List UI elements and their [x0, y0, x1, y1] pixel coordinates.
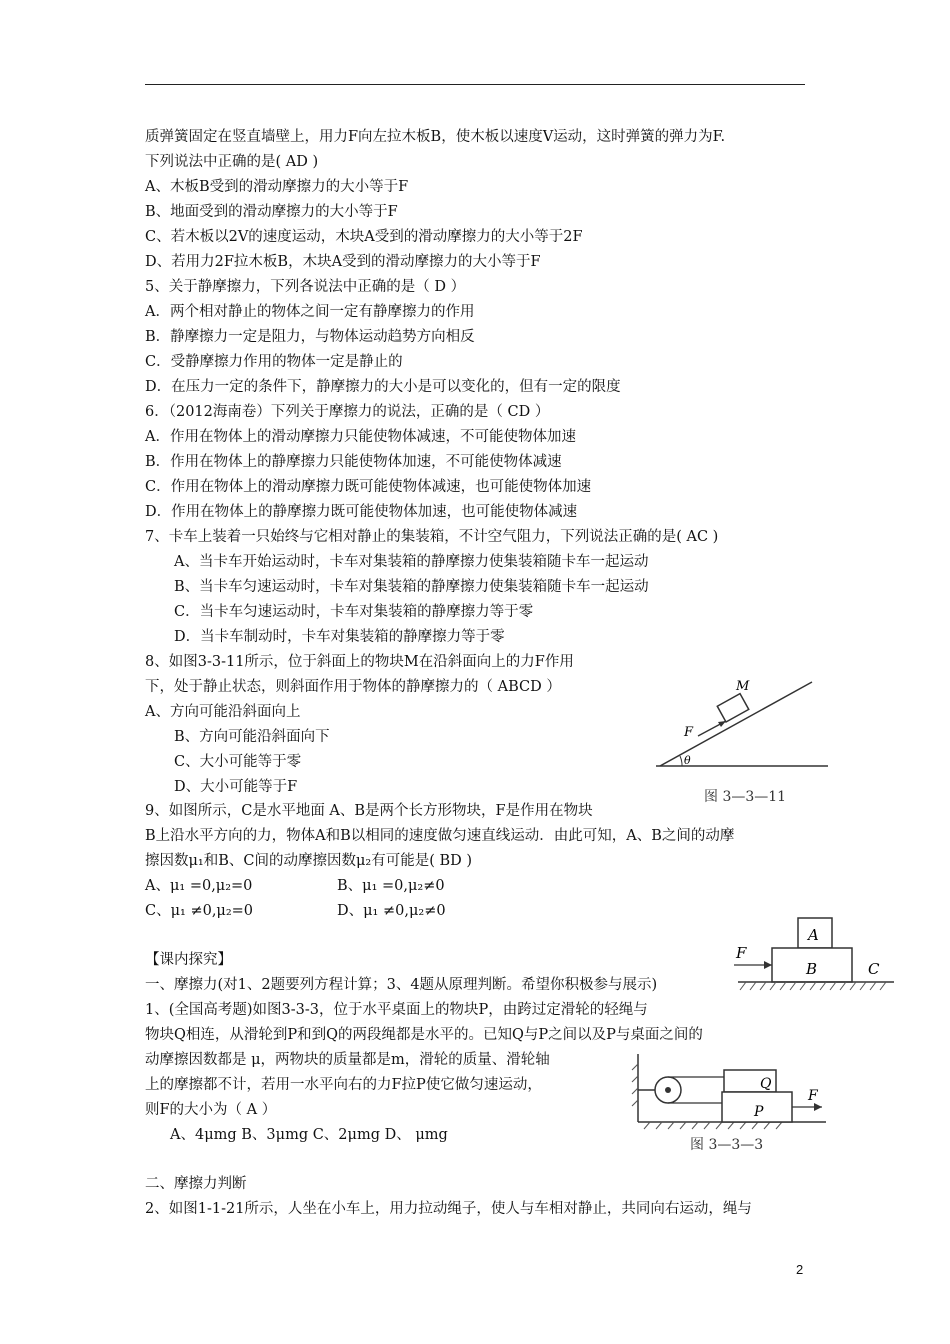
text-line: A．两个相对静止的物体之间一定有静摩擦力的作用 — [145, 304, 475, 320]
text-line: C、大小可能等于零 — [174, 754, 302, 770]
pulley-figure — [630, 1050, 830, 1130]
header-rule — [145, 84, 805, 85]
text-line: C．当卡车匀速运动时，卡车对集装箱的静摩擦力等于零 — [174, 604, 534, 620]
text-line: 质弹簧固定在竖直墙壁上，用力F向左拉木板B，使木板以速度V运动，这时弹簧的弹力为F. — [145, 129, 726, 145]
text-line: D、大小可能等于F — [174, 779, 298, 795]
question-1: 1、(全国高考题)如图3-3-3，位于水平桌面上的物块P，由跨过定滑轮的轻绳与 — [145, 1002, 648, 1018]
text-line: 下，处于静止状态，则斜面作用于物体的静摩擦力的（ ABCD ） — [145, 679, 561, 695]
figure-caption: 图 3—3—11 — [704, 789, 787, 805]
label-F: F — [808, 1088, 818, 1104]
text-line: 擦因数μ₁和B、C间的动摩擦因数μ₂有可能是( BD ) — [145, 853, 473, 869]
text-line: 上的摩擦都不计，若用一水平向右的力F拉P使它做匀速运动， — [145, 1077, 542, 1093]
options-line: A、4μmg B、3μmg C、2μmg D、 μmg — [170, 1127, 448, 1143]
label-M: M — [736, 679, 750, 694]
text-line: D．作用在物体上的静摩擦力既可能使物体加速，也可能使物体减速 — [145, 504, 578, 520]
text-line: B、地面受到的滑动摩擦力的大小等于F — [145, 204, 398, 220]
text-line: B上沿水平方向的力，物体A和B以相同的速度做匀速直线运动．由此可知，A、B之间的动摩 — [145, 828, 735, 844]
figure-caption: 图 3—3—3 — [690, 1137, 764, 1153]
text-line: C．作用在物体上的滑动摩擦力既可能使物体减速，也可能使物体加速 — [145, 479, 592, 495]
label-A: A — [808, 926, 819, 944]
text-line: B．作用在物体上的静摩擦力只能使物体加速，不可能使物体减速 — [145, 454, 562, 470]
text-line: 一、摩擦力(对1、2题要列方程计算；3、4题从原理判断。希望你积极参与展示) — [145, 977, 658, 993]
incline-figure — [652, 668, 832, 773]
text-line: A．作用在物体上的滑动摩擦力只能使物体减速，不可能使物体加速 — [145, 429, 576, 445]
question-5: 5、关于静摩擦力，下列各说法中正确的是（ D ） — [145, 279, 466, 295]
text-line: A、方向可能沿斜面向上 — [145, 704, 301, 720]
section-heading: 二、摩擦力判断 — [145, 1176, 247, 1192]
option: A、μ₁ =0,μ₂=0 — [145, 878, 253, 894]
label-P: P — [754, 1104, 764, 1120]
question-2: 2、如图1-1-21所示，人坐在小车上，用力拉动绳子，使人与车相对静止，共同向右运动，绳与 — [145, 1201, 752, 1217]
label-F: F — [736, 944, 747, 962]
text-line: 物块Q相连，从滑轮到P和到Q的两段绳都是水平的。已知Q与P之间以及P与桌面之间的 — [145, 1027, 703, 1043]
option: B、μ₁ =0,μ₂≠0 — [337, 878, 445, 894]
page-number: 2 — [796, 1262, 804, 1277]
section-heading: 【课内探究】 — [145, 952, 232, 968]
text-line: B、当卡车匀速运动时，卡车对集装箱的静摩擦力使集装箱随卡车一起运动 — [174, 579, 649, 595]
text-line: A、木板B受到的滑动摩擦力的大小等于F — [145, 179, 409, 195]
text-line: D、若用力2F拉木板B，木块A受到的滑动摩擦力的大小等于F — [145, 254, 541, 270]
question-6: 6．（2012海南卷）下列关于摩擦力的说法，正确的是（ CD ） — [145, 404, 550, 420]
text-line: A、当卡车开始运动时，卡车对集装箱的静摩擦力使集装箱随卡车一起运动 — [174, 554, 649, 570]
label-B: B — [806, 960, 818, 978]
label-Q: Q — [760, 1076, 772, 1092]
text-line: B、方向可能沿斜面向下 — [174, 729, 330, 745]
text-line: C、若木板以2V的速度运动，木块A受到的滑动摩擦力的大小等于2F — [145, 229, 583, 245]
text-line: D．当卡车制动时，卡车对集装箱的静摩擦力等于零 — [174, 629, 505, 645]
text-line: B．静摩擦力一定是阻力，与物体运动趋势方向相反 — [145, 329, 475, 345]
blocks-figure — [728, 912, 898, 997]
label-theta: θ — [684, 754, 691, 767]
option: C、μ₁ ≠0,μ₂=0 — [145, 903, 254, 919]
text-line: D．在压力一定的条件下，静摩擦力的大小是可以变化的，但有一定的限度 — [145, 379, 621, 395]
text-line: C．受静摩擦力作用的物体一定是静止的 — [145, 354, 403, 370]
label-F: F — [684, 725, 694, 740]
text-line: 则F的大小为（ A ） — [145, 1102, 277, 1118]
question-8: 8、如图3-3-11所示，位于斜面上的物块M在沿斜面向上的力F作用 — [145, 654, 574, 670]
text-line: 动摩擦因数都是 μ，两物块的质量都是m，滑轮的质量、滑轮轴 — [145, 1052, 550, 1068]
label-C: C — [868, 960, 880, 978]
question-9: 9、如图所示，C是水平地面 A、B是两个长方形物块，F是作用在物块 — [145, 803, 593, 819]
text-line: 下列说法中正确的是( AD ) — [145, 154, 319, 170]
question-7: 7、卡车上装着一只始终与它相对静止的集装箱，不计空气阻力，下列说法正确的是( AC ) — [145, 529, 719, 545]
option: D、μ₁ ≠0,μ₂≠0 — [337, 903, 446, 919]
